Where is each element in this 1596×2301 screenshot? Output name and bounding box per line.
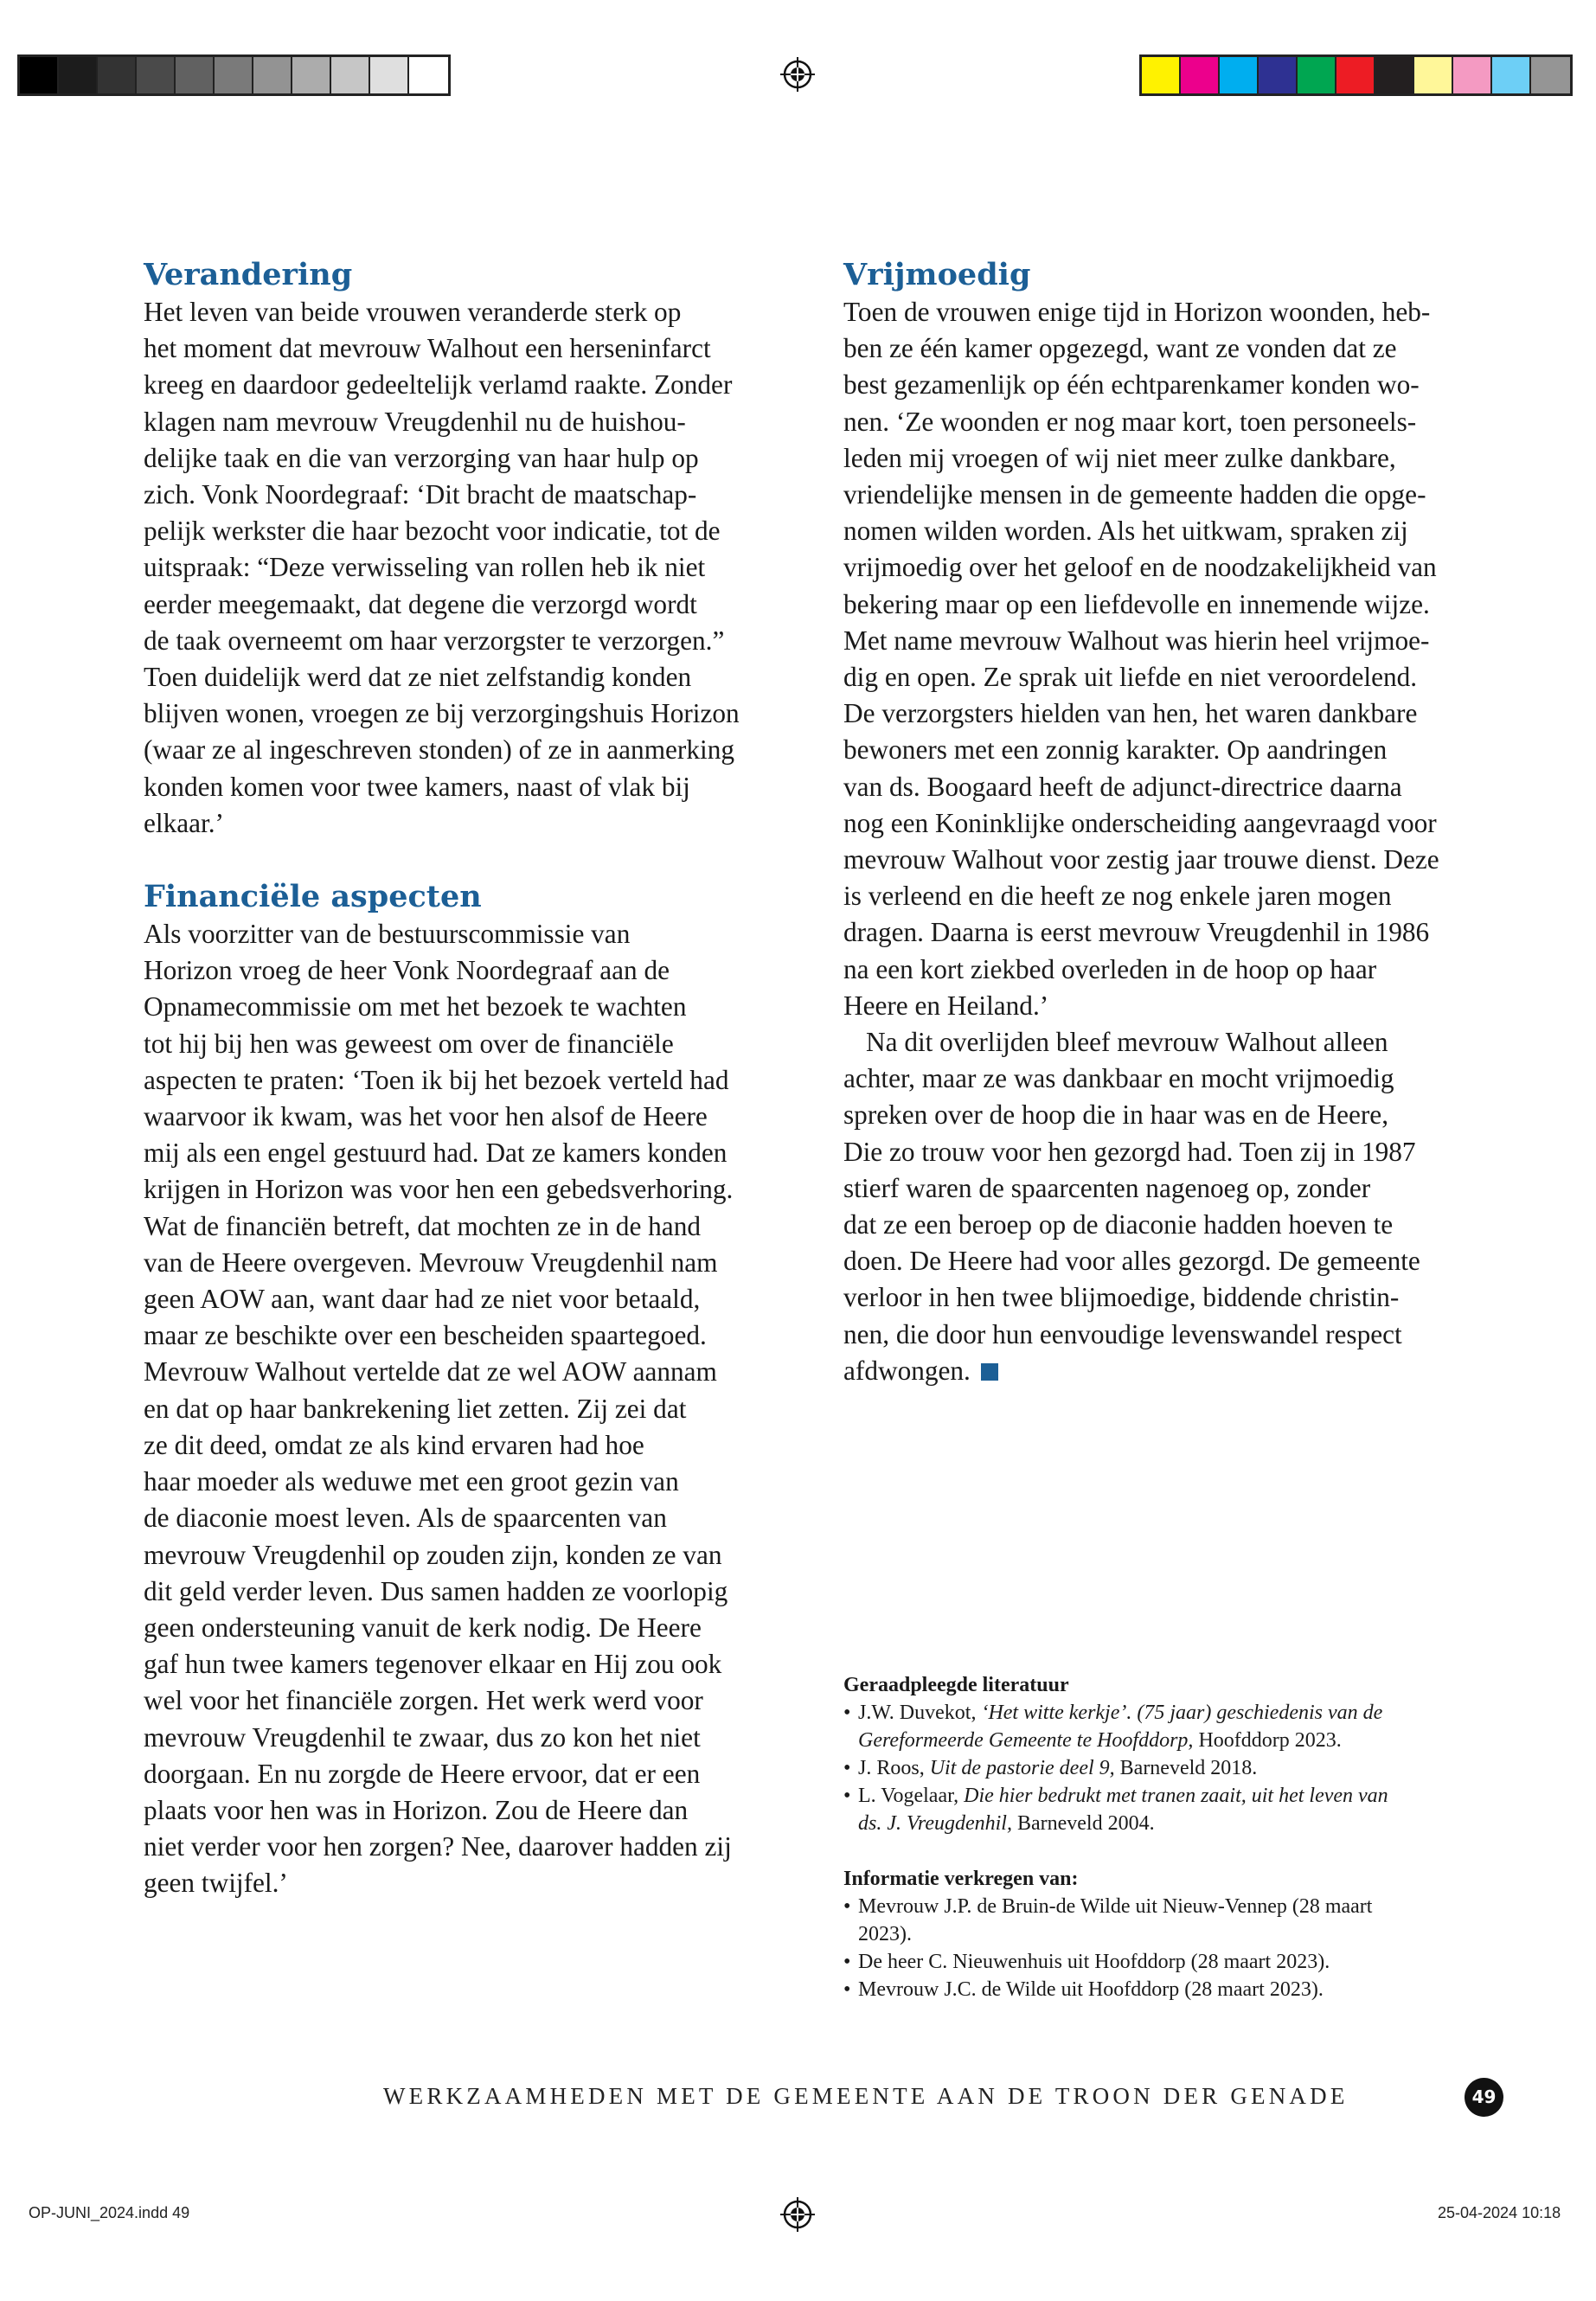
color-swatch: [1453, 57, 1492, 93]
slug-date-info: 25-04-2024 10:18: [1438, 2204, 1561, 2221]
color-swatch: [1220, 57, 1259, 93]
reference-publication: Hoofddorp 2023.: [1193, 1729, 1342, 1752]
references-block: [843, 1671, 1509, 2003]
gray-swatch: [20, 57, 59, 93]
information-text: Mevrouw J.C. de Wilde uit Hoofddorp (28 maart 2023).: [858, 1978, 1324, 2001]
information-item: • Mevrouw J.P. de Bruin-de Wilde uit Nieuw-Vennep (28 maart 2023).: [843, 1895, 1373, 1945]
color-swatch: [1492, 57, 1531, 93]
page-number-badge: 49: [1465, 2078, 1503, 2117]
paragraph-financiele-aspecten: Als voorzitter van de bestuurscommissie van Horizon vroeg de heer Vonk Noordegraaf aan de Opnamecommissie om met het bezoek te wachten tot hij bij hen was geweest om over de financiële aspecten te praten: ‘Toen ik bij het bezoek verteld had waarvoor ik kwam, was het voor hen alsof de Heere mij als een engel gestuurd had. Dat ze kamers konden krijgen in Horizon was voor hen een gebedsverhoring. Wat de financiën betreft, dat mochten ze in de hand van de Heere overgeven. Mevrouw Vreugdenhil nam geen AOW aan, want daar had ze niet voor betaald, maar ze beschikte over een bescheiden spaartegoed. Mevrouw Walhout vertelde dat ze wel AOW aannam en dat op haar bankrekening liet zetten. Zij zei dat ze dit deed, omdat ze als kind ervaren had hoe haar moeder als weduwe met een groot gezin van de diaconie moest leven. Als de spaarcenten van mevrouw Vreugdenhil op zouden zijn, konden ze van dit geld verder leven. Dus samen hadden ze voorlopig geen ondersteuning vanuit de kerk nodig. De Heere gaf hun twee kamers tegenover elkaar en Hij zou ook wel voor het financiële zorgen. Het werk werd voor mevrouw Vreugdenhil te zwaar, dus zo kon het niet doorgaan. En nu zorgde de Heere ervoor, dat er een plaats voor hen was in Horizon. Zou de Heere dan niet verder voor hen zorgen? Nee, daarover hadden zij geen twijfel.’: [144, 919, 734, 1899]
references-list: [843, 1699, 1509, 1837]
color-swatch: [1414, 57, 1453, 93]
reference-title: ‘Het witte kerkje’. (75 jaar) geschiedenis van de Gereformeerde Gemeente te Hoofddorp,: [858, 1702, 1383, 1752]
references-title: Geraadpleegde literatuur: [843, 1674, 1069, 1696]
reference-item: • J. Roos, Uit de pastorie deel 9, Barneveld 2018.: [843, 1757, 1258, 1779]
gray-swatch: [331, 57, 370, 93]
registration-mark-bottom: [780, 2197, 815, 2232]
paragraph-verandering: Het leven van beide vrouwen veranderde sterk op het moment dat mevrouw Walhout een herseninfarct kreeg en daardoor gedeeltelijk verlamd raakte. Zonder klagen nam mevrouw Vreugdenhil nu de huishou- delijke taak en die van verzorging van haar hulp op zich. Vonk Noordegraaf: ‘Dit bracht de maatschap- pelijk werkster die haar bezocht voor indicatie, tot de uitspraak: “Deze verwisseling van rollen heb ik niet eerder meegemaakt, dat degene die verzorgd wordt de taak overneemt om haar verzorgster te verzorgen.” Toen duidelijk werd dat ze niet zelfstandig konden blijven wonen, vroegen ze bij verzorgingshuis Horizon (waar ze al ingeschreven stonden) of ze in aanmerking konden komen voor twee kamers, naast of vlak bij elkaar.’: [144, 297, 740, 838]
gray-swatch: [253, 57, 292, 93]
information-item: • Mevrouw J.C. de Wilde uit Hoofddorp (28 maart 2023).: [843, 1978, 1324, 2001]
color-calibration-bar: [1139, 54, 1573, 96]
paragraph-closing: [843, 1024, 1509, 1389]
information-list: [843, 1893, 1509, 2003]
gray-swatch: [215, 57, 253, 93]
reference-title: Die hier bedrukt met tranen zaait, uit het leven van ds. J. Vreugdenhil,: [858, 1785, 1388, 1835]
reference-item: • L. Vogelaar, Die hier bedrukt met tranen zaait, uit het leven van ds. J. Vreugdenhil, Barneveld 2004.: [843, 1785, 1388, 1835]
paragraph-vrijmoedig: Toen de vrouwen enige tijd in Horizon woonden, heb- ben ze één kamer opgezegd, want ze vonden dat ze best gezamenlijk op één echtparenkamer konden wo- nen. ‘Ze woonden er nog maar kort, toen personeels- leden mij vroegen of wij niet meer zulke dankbare, vriendelijke mensen in de gemeente hadden die opge- nomen wilden worden. Als het uitkwam, spraken zij vrijmoedig over het geloof en de noodzakelijkheid van bekering maar op een liefdevolle en innemende wijze. Met name mevrouw Walhout was hierin heel vrijmoe- dig en open. Ze sprak uit liefde en niet veroordelend. De verzorgsters hielden van hen, het waren dankbare bewoners met een zonnig karakter. Op aandringen van ds. Boogaard heeft de adjunct-directrice daarna nog een Koninklijke onderscheiding aangevraagd voor mevrouw Walhout voor zestig jaar trouwe dienst. Deze is verleend en die heeft ze nog enkele jaren mogen dragen. Daarna is eerst mevrouw Vreugdenhil in 1986 na een kort ziekbed overleden in de hoop op haar Heere en Heiland.’: [843, 297, 1439, 1021]
reference-author: J. Roos,: [858, 1757, 930, 1779]
left-column: [144, 256, 810, 1902]
gray-swatch: [59, 57, 98, 93]
gray-swatch: [98, 57, 137, 93]
color-swatch: [1336, 57, 1375, 93]
end-of-article-square-icon: [981, 1363, 998, 1381]
slug-file-info: OP-JUNI_2024.indd 49: [29, 2204, 190, 2221]
right-column: [843, 256, 1509, 1389]
reference-title: Uit de pastorie deel 9,: [929, 1757, 1115, 1779]
color-swatch: [1259, 57, 1298, 93]
reference-publication: Barneveld 2018.: [1114, 1757, 1258, 1779]
heading-vrijmoedig: Vrijmoedig: [843, 257, 1031, 292]
reference-item: • J.W. Duvekot, ‘Het witte kerkje’. (75 jaar) geschiedenis van de Gereformeerde Gemeente te Hoofddorp, Hoofddorp 2023.: [843, 1702, 1383, 1752]
color-swatch: [1375, 57, 1414, 93]
registration-mark-top: [780, 57, 815, 92]
gray-swatch: [292, 57, 331, 93]
heading-verandering: Verandering: [144, 257, 353, 292]
gray-swatch: [137, 57, 176, 93]
information-title: Informatie verkregen van:: [843, 1868, 1079, 1890]
color-swatch: [1181, 57, 1220, 93]
color-swatch: [1298, 57, 1336, 93]
gray-swatch: [176, 57, 215, 93]
color-swatch: [1531, 57, 1570, 93]
grayscale-calibration-bar: [17, 54, 451, 96]
heading-financiele-aspecten: Financiële aspecten: [144, 879, 482, 915]
running-footer-title: WERKZAAMHEDEN MET DE GEMEENTE AAN DE TROON DER GENADE: [383, 2083, 1349, 2109]
paragraph-closing-text: Na dit overlijden bleef mevrouw Walhout alleen achter, maar ze was dankbaar en mocht vrijmoedig spreken over de hoop die in haar was en de Heere, Die zo trouw voor hen gezorgd had. Toen zij in 1987 stierf waren de spaarcenten nagenoeg op, zonder dat ze een beroep op de diaconie hadden hoeven te doen. De Heere had voor alles gezorgd. De gemeente verloor in hen twee blijmoedige, biddende christin- nen, die door hun eenvoudige levenswandel respect afdwongen.: [843, 1027, 1420, 1386]
gray-swatch: [370, 57, 409, 93]
information-text: Mevrouw J.P. de Bruin-de Wilde uit Nieuw-Vennep (28 maart 2023).: [858, 1895, 1373, 1945]
reference-author: L. Vogelaar,: [858, 1785, 965, 1807]
gray-swatch: [409, 57, 448, 93]
information-item: • De heer C. Nieuwenhuis uit Hoofddorp (28 maart 2023).: [843, 1951, 1330, 1973]
information-text: De heer C. Nieuwenhuis uit Hoofddorp (28 maart 2023).: [858, 1951, 1330, 1973]
reference-publication: Barneveld 2004.: [1011, 1812, 1155, 1835]
color-swatch: [1142, 57, 1181, 93]
reference-author: J.W. Duvekot,: [858, 1702, 982, 1724]
